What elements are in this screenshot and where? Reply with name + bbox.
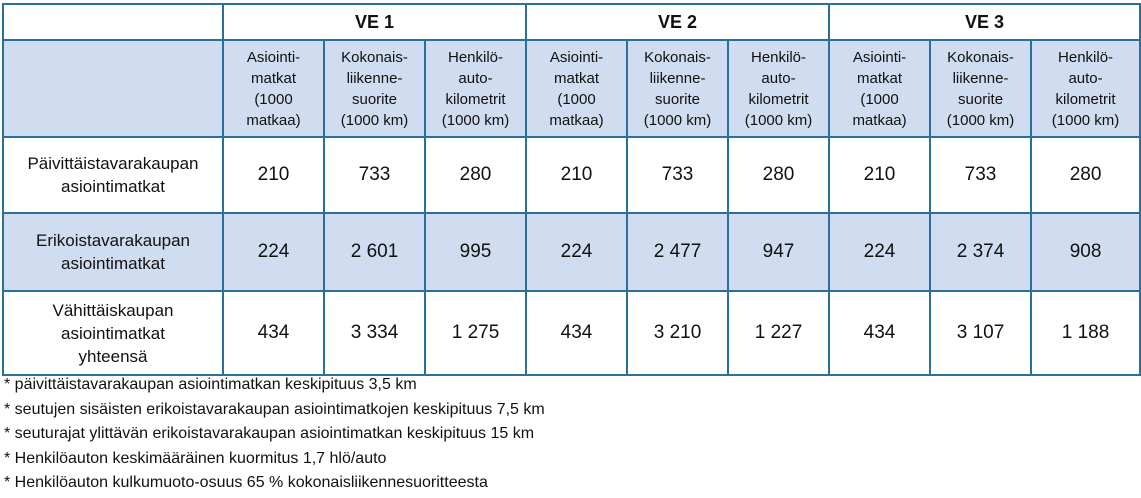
table-cell: 224 [223,213,324,291]
group-header-ve2: VE 2 [526,4,829,40]
table-row [3,213,1140,291]
table-cell: 2 477 [627,213,728,291]
column-header-trips: Asiointi- matkat (1000 matkaa) [526,40,627,137]
table-cell: 2 374 [930,213,1031,291]
table-cell: 210 [223,137,324,213]
table-cell: 224 [829,213,930,291]
table-cell: 1 188 [1031,291,1140,375]
table-cell: 1 227 [728,291,829,375]
footnote: * Henkilöauton kulkumuoto-osuus 65 % kokonaisliikennesuoritteesta [4,474,488,491]
table-cell: 733 [930,137,1031,213]
table-cell: 733 [324,137,425,213]
table-cell: 224 [526,213,627,291]
table-cell: 280 [1031,137,1140,213]
corner-cell-sub [3,40,223,137]
footnote: * seutujen sisäisten erikoistavarakaupan asiointimatkojen keskipituus 7,5 km [4,400,545,418]
column-header-trips: Asiointi- matkat (1000 matkaa) [223,40,324,137]
corner-cell [3,4,223,40]
column-header-total-traffic: Kokonais- liikenne- suorite (1000 km) [930,40,1031,137]
table-cell: 280 [425,137,526,213]
table-cell: 2 601 [324,213,425,291]
table-cell: 210 [526,137,627,213]
traffic-data-table [2,3,1141,376]
column-header-trips: Asiointi- matkat (1000 matkaa) [829,40,930,137]
table-cell: 3 107 [930,291,1031,375]
table-row [3,291,1140,375]
footnote: * päivittäistavarakaupan asiointimatkan keskipituus 3,5 km [4,376,417,393]
row-label: Päivittäistavarakaupan asiointimatkat [3,137,223,213]
table-cell: 3 210 [627,291,728,375]
footnote: * Henkilöauton keskimääräinen kuormitus 1,7 hlö/auto [4,449,387,467]
table-cell: 947 [728,213,829,291]
group-header-ve1: VE 1 [223,4,526,40]
column-header-total-traffic: Kokonais- liikenne- suorite (1000 km) [627,40,728,137]
table-cell: 434 [223,291,324,375]
group-header-row [3,4,1140,40]
table-cell: 434 [526,291,627,375]
table-cell: 210 [829,137,930,213]
row-label: Vähittäiskaupan asiointimatkat yhteensä [3,291,223,375]
column-header-car-km: Henkilö- auto- kilometrit (1000 km) [425,40,526,137]
column-header-car-km: Henkilö- auto- kilometrit (1000 km) [1031,40,1140,137]
table-cell: 1 275 [425,291,526,375]
column-header-car-km: Henkilö- auto- kilometrit (1000 km) [728,40,829,137]
table-cell: 908 [1031,213,1140,291]
table-cell: 733 [627,137,728,213]
footnote: * seuturajat ylittävän erikoistavarakaupan asiointimatkan keskipituus 15 km [4,425,535,442]
column-header-row [3,40,1140,137]
table-cell: 3 334 [324,291,425,375]
column-header-total-traffic: Kokonais- liikenne- suorite (1000 km) [324,40,425,137]
footnotes [4,373,545,496]
group-header-ve3: VE 3 [829,4,1140,40]
table-cell: 280 [728,137,829,213]
row-label: Erikoistavarakaupan asiointimatkat [3,213,223,291]
table-cell: 434 [829,291,930,375]
table-row [3,137,1140,213]
table-cell: 995 [425,213,526,291]
